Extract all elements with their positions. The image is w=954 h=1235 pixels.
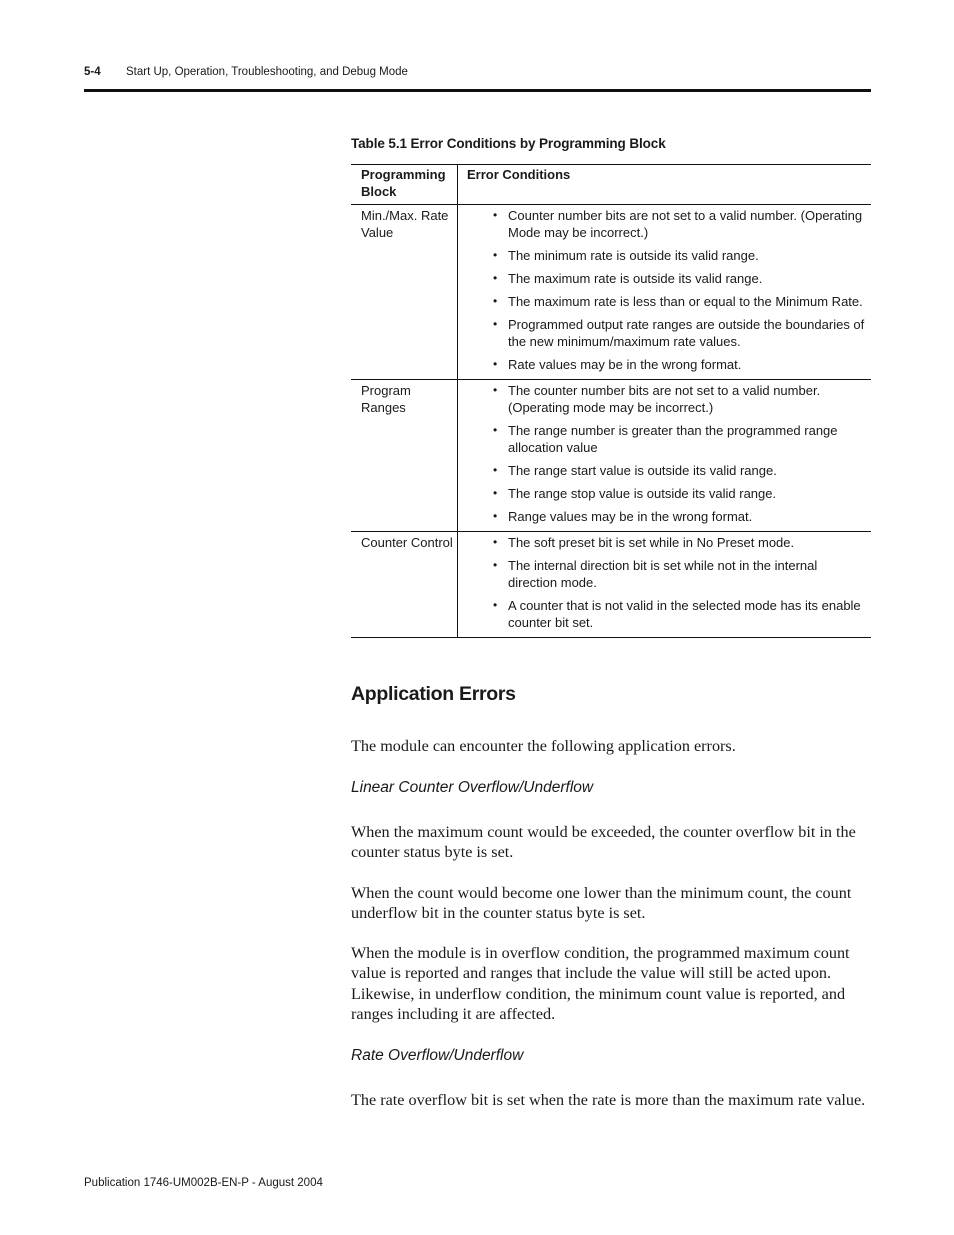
list-item: • A counter that is not valid in the selected mode has its enable counter bit set.: [508, 597, 865, 631]
paragraph-overflow: When the maximum count would be exceeded, the counter overflow bit in the counter status byte is set.: [351, 823, 856, 862]
page-footer: Publication 1746-UM002B-EN-P - August 2004: [84, 1177, 323, 1189]
list-item: • The range number is greater than the programmed range allocation value: [508, 422, 865, 456]
intro-paragraph: The module can encounter the following application errors.: [351, 737, 736, 755]
page-number: 5-4: [84, 66, 101, 78]
table-row: [351, 380, 871, 532]
table-caption: Table 5.1 Error Conditions by Programming Block: [351, 136, 666, 151]
conditions-list: [458, 207, 871, 373]
column-header-error-conditions: Error Conditions: [458, 165, 872, 205]
list-item: • Range values may be in the wrong format.: [508, 508, 865, 525]
conditions-list: [458, 534, 871, 631]
list-item: • The minimum rate is outside its valid range.: [508, 247, 865, 264]
header-rule: [84, 89, 871, 92]
block-cell: Min./Max. Rate Value: [361, 208, 449, 240]
list-item: • The counter number bits are not set to a valid number. (Operating mode may be incorrect.): [508, 382, 865, 416]
list-item: • The maximum rate is outside its valid range.: [508, 270, 865, 287]
conditions-cell: [458, 205, 872, 380]
conditions-cell: [458, 380, 872, 532]
block-cell: Counter Control: [361, 535, 453, 550]
list-item: • The maximum rate is less than or equal to the Minimum Rate.: [508, 293, 865, 310]
list-item: • The soft preset bit is set while in No Preset mode.: [508, 534, 865, 551]
section-heading: Application Errors: [351, 683, 516, 705]
page-header: [84, 66, 870, 84]
list-item: • The range stop value is outside its valid range.: [508, 485, 865, 502]
paragraph-overflow-condition: When the module is in overflow condition, the programmed maximum count value is reported and ranges that include the value will still be acted upon. Likewise, in underflow condition, the minimum count value is reported, and ranges including it are affected.: [351, 944, 850, 1023]
table-row: [351, 205, 871, 380]
list-item: • The range start value is outside its valid range.: [508, 462, 865, 479]
table-header-row: [351, 165, 871, 205]
paragraph-underflow: When the count would become one lower than the minimum count, the count underflow bit in the counter status byte is set.: [351, 884, 852, 923]
conditions-list: [458, 382, 871, 525]
subheading-rate: Rate Overflow/Underflow: [351, 1047, 524, 1064]
conditions-cell: [458, 532, 872, 638]
subheading-linear-counter: Linear Counter Overflow/Underflow: [351, 779, 594, 796]
column-header-programming-block: Programming Block: [361, 167, 446, 199]
list-item: • The internal direction bit is set while not in the internal direction mode.: [508, 557, 865, 591]
block-cell: Program Ranges: [361, 383, 411, 415]
list-item: • Programmed output rate ranges are outside the boundaries of the new minimum/maximum rate values.: [508, 316, 865, 350]
list-item: • Rate values may be in the wrong format.: [508, 356, 865, 373]
list-item: • Counter number bits are not set to a valid number. (Operating Mode may be incorrect.): [508, 207, 865, 241]
error-conditions-table: [351, 164, 871, 638]
chapter-title: Start Up, Operation, Troubleshooting, and Debug Mode: [126, 66, 408, 78]
paragraph-rate-overflow: The rate overflow bit is set when the rate is more than the maximum rate value.: [351, 1091, 866, 1109]
table-row: [351, 532, 871, 638]
